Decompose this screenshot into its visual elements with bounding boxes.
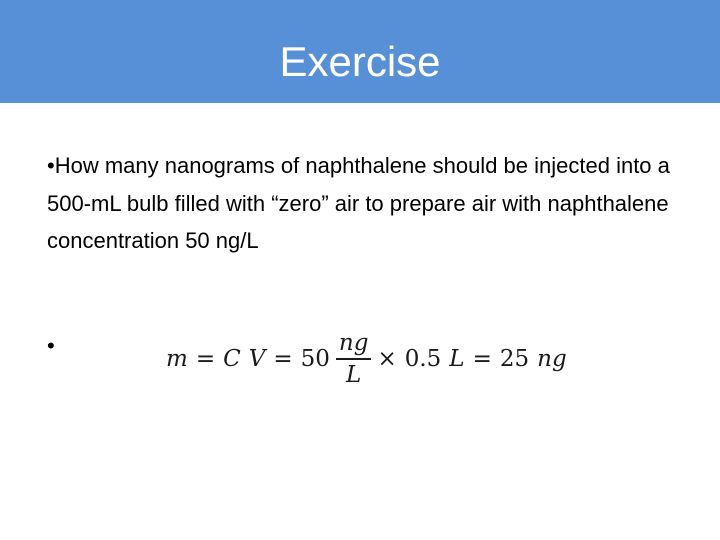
title-bar [0, 0, 720, 103]
eq-fraction [336, 330, 372, 388]
eq-equals-3: = [472, 346, 492, 372]
eq-result-value: 25 [499, 346, 530, 372]
eq-volume-symbol: V [248, 346, 266, 372]
eq-fraction-numerator: ng [338, 330, 369, 357]
eq-equals-1: = [195, 346, 216, 372]
bullet-marker-empty: • [47, 333, 55, 358]
bullet-marker: • [47, 153, 55, 178]
eq-volume-unit: L [449, 346, 465, 372]
eq-concentration-symbol: C [223, 346, 241, 372]
bullet-question [47, 147, 687, 260]
eq-equals-2: = [273, 346, 293, 372]
eq-fraction-denominator: L [346, 361, 362, 388]
slide-title: Exercise [279, 38, 441, 85]
eq-coefficient: 50 [300, 346, 330, 372]
mass-equation [166, 327, 567, 391]
eq-times: × [377, 346, 397, 372]
eq-volume-value: 0.5 [404, 346, 442, 372]
eq-result-unit: ng [537, 346, 567, 372]
question-text: How many nanograms of naphthalene should be injected into a 500-mL bulb filled with “zero” air to prepare air with naphthalene concentration 50 ng/L [47, 153, 670, 253]
eq-mass-symbol: m [166, 346, 188, 372]
